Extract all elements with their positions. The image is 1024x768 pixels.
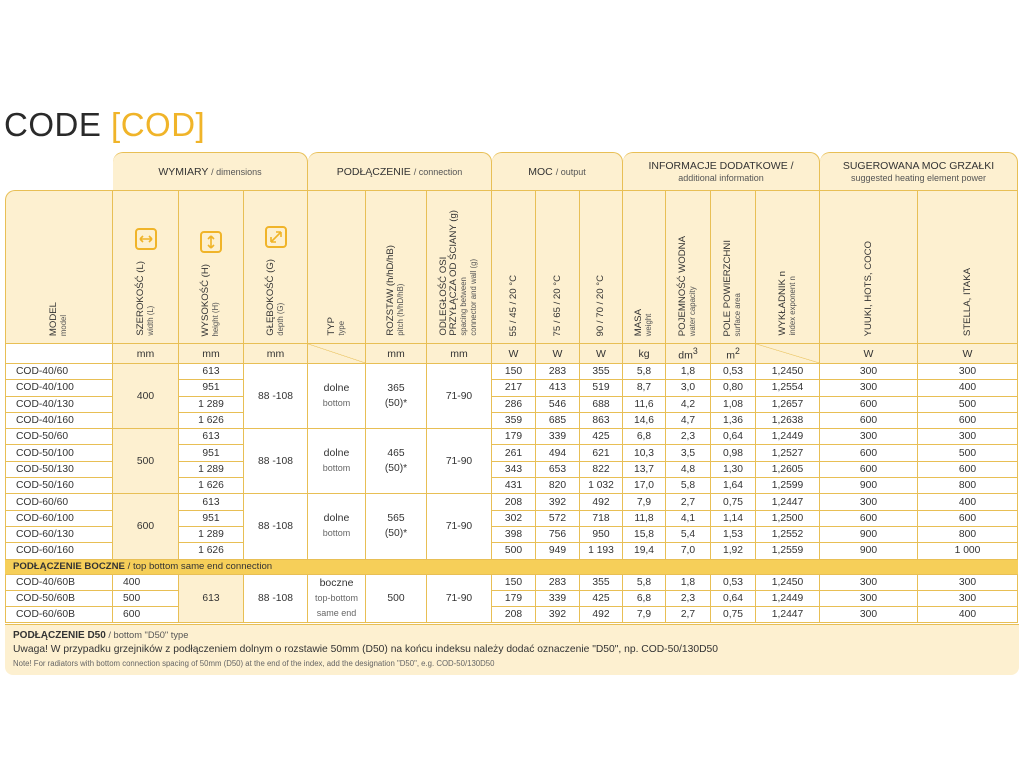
- value-cell: 800: [918, 527, 1018, 543]
- value-cell: 11,6: [623, 397, 666, 413]
- value-cell: 283: [536, 364, 580, 380]
- pitch-cell: 465 (50)*: [366, 429, 427, 494]
- value-cell: 572: [536, 511, 580, 527]
- value-cell: 494: [536, 445, 580, 461]
- value-cell: 400: [918, 607, 1018, 623]
- col-pitch: ROZSTAW (h/hD/hB) pitch (h/hD/hB): [366, 190, 427, 343]
- product-table: [5, 152, 1018, 623]
- value-cell: 4,7: [666, 413, 711, 429]
- value-cell: 1,64: [711, 478, 756, 494]
- value-cell: 900: [820, 478, 918, 494]
- value-cell: 653: [536, 462, 580, 478]
- model-cell: COD-40/160: [5, 413, 113, 429]
- height-cell: 951: [179, 445, 244, 461]
- value-cell: 343: [492, 462, 536, 478]
- table-row: [5, 575, 1018, 591]
- value-cell: 688: [580, 397, 623, 413]
- value-cell: 355: [580, 575, 623, 591]
- value-cell: 0,98: [711, 445, 756, 461]
- table-row: [5, 591, 1018, 607]
- value-cell: 339: [536, 591, 580, 607]
- value-cell: 1,8: [666, 364, 711, 380]
- width-cell: 500: [113, 591, 179, 607]
- col-spacing: ODLEGŁOŚĆ OSI PRZYŁĄCZA OD ŚCIANY (g) spacing between connector and wall (g): [427, 190, 492, 343]
- value-cell: 6,8: [623, 591, 666, 607]
- value-cell: 425: [580, 591, 623, 607]
- value-cell: 1,2638: [756, 413, 820, 429]
- group-additional: INFORMACJE DODATKOWE / additional information: [623, 152, 820, 190]
- value-cell: 3,0: [666, 380, 711, 396]
- value-cell: 8,7: [623, 380, 666, 396]
- spacing-cell: 71-90: [427, 575, 492, 624]
- value-cell: 5,8: [666, 478, 711, 494]
- value-cell: 1,8: [666, 575, 711, 591]
- value-cell: 0,75: [711, 494, 756, 510]
- d50-note: PODŁĄCZENIE D50 / bottom "D50" type Uwaga! W przypadku grzejników z podłączeniem dolnym o rozstawie 50mm (D50) na końcu indeksu należy dodać oznaczenie "D50", np. COD-50/130D50 Note! For radiators with bottom connection spacing of 50mm (D50) at the end of the index, add the designation "D50", e.g. COD-50/130D50: [5, 624, 1019, 675]
- model-cell: COD-40/60: [5, 364, 113, 380]
- value-cell: 1,14: [711, 511, 756, 527]
- value-cell: 900: [820, 543, 918, 559]
- value-cell: 208: [492, 494, 536, 510]
- value-cell: 1,2447: [756, 494, 820, 510]
- value-cell: 3,5: [666, 445, 711, 461]
- type-cell: boczne top-bottom same end: [308, 575, 366, 624]
- value-cell: 7,9: [623, 607, 666, 623]
- table-row: [5, 429, 1018, 445]
- value-cell: 1,2559: [756, 543, 820, 559]
- group-output: MOC / output: [492, 152, 623, 190]
- value-cell: 500: [918, 397, 1018, 413]
- side-connection-header: PODŁĄCZENIE BOCZNE / top bottom same end connection: [5, 560, 1018, 575]
- value-cell: 7,9: [623, 494, 666, 510]
- value-cell: 600: [820, 397, 918, 413]
- value-cell: 339: [536, 429, 580, 445]
- value-cell: 300: [918, 591, 1018, 607]
- value-cell: 600: [820, 462, 918, 478]
- model-cell: COD-50/100: [5, 445, 113, 461]
- value-cell: 19,4: [623, 543, 666, 559]
- horizontal-arrows-icon: [135, 228, 157, 250]
- value-cell: 756: [536, 527, 580, 543]
- value-cell: 0,64: [711, 591, 756, 607]
- value-cell: 1,53: [711, 527, 756, 543]
- value-cell: 300: [820, 364, 918, 380]
- col-exponent: WYKŁADNIK n index exponent n: [756, 190, 820, 343]
- value-cell: 1,36: [711, 413, 756, 429]
- height-cell: 1 289: [179, 527, 244, 543]
- value-cell: 13,7: [623, 462, 666, 478]
- value-cell: 300: [918, 575, 1018, 591]
- value-cell: 600: [820, 511, 918, 527]
- value-cell: 1,2554: [756, 380, 820, 396]
- value-cell: 261: [492, 445, 536, 461]
- type-cell: dolne bottom: [308, 364, 366, 429]
- value-cell: 14,6: [623, 413, 666, 429]
- value-cell: 2,3: [666, 591, 711, 607]
- value-cell: 1,2552: [756, 527, 820, 543]
- value-cell: 150: [492, 575, 536, 591]
- value-cell: 2,3: [666, 429, 711, 445]
- depth-cell: 88 -108: [244, 575, 308, 624]
- col-width: SZEROKOŚĆ (L) width (L): [113, 190, 179, 343]
- group-connection: PODŁĄCZENIE / connection: [308, 152, 492, 190]
- value-cell: 0,64: [711, 429, 756, 445]
- col-type: TYP type: [308, 190, 366, 343]
- model-cell: COD-60/160: [5, 543, 113, 559]
- value-cell: 1 193: [580, 543, 623, 559]
- value-cell: 600: [820, 445, 918, 461]
- value-cell: 7,0: [666, 543, 711, 559]
- value-cell: 546: [536, 397, 580, 413]
- value-cell: 217: [492, 380, 536, 396]
- value-cell: 718: [580, 511, 623, 527]
- col-heating-1: YUUKI, HOTS, COCO: [820, 190, 918, 343]
- width-cell: 600: [113, 607, 179, 623]
- value-cell: 425: [580, 429, 623, 445]
- value-cell: 900: [820, 527, 918, 543]
- model-cell: COD-40/60B: [5, 575, 113, 591]
- value-cell: 300: [820, 575, 918, 591]
- model-cell: COD-60/60: [5, 494, 113, 510]
- height-cell: 1 626: [179, 413, 244, 429]
- height-cell: 951: [179, 380, 244, 396]
- col-surface: POLE POWIERZCHNI surface area: [711, 190, 756, 343]
- height-cell: 951: [179, 511, 244, 527]
- width-cell: 400: [113, 575, 179, 591]
- value-cell: 5,8: [623, 364, 666, 380]
- col-model: MODEL model: [5, 190, 113, 343]
- value-cell: 600: [918, 462, 1018, 478]
- value-cell: 600: [918, 413, 1018, 429]
- value-cell: 300: [918, 364, 1018, 380]
- value-cell: 400: [918, 380, 1018, 396]
- value-cell: 949: [536, 543, 580, 559]
- value-cell: 1,2599: [756, 478, 820, 494]
- col-temp-55: 55 / 45 / 20 °C: [492, 190, 536, 343]
- type-cell: dolne bottom: [308, 494, 366, 559]
- value-cell: 179: [492, 591, 536, 607]
- col-capacity: POJEMNOŚĆ WODNA water capacity: [666, 190, 711, 343]
- value-cell: 1,2527: [756, 445, 820, 461]
- value-cell: 685: [536, 413, 580, 429]
- value-cell: 1,2447: [756, 607, 820, 623]
- value-cell: 1,08: [711, 397, 756, 413]
- value-cell: 5,4: [666, 527, 711, 543]
- model-cell: COD-50/60: [5, 429, 113, 445]
- model-cell: COD-50/60B: [5, 591, 113, 607]
- value-cell: 400: [918, 494, 1018, 510]
- value-cell: 179: [492, 429, 536, 445]
- table-row: [5, 364, 1018, 380]
- value-cell: 392: [536, 607, 580, 623]
- value-cell: 1 000: [918, 543, 1018, 559]
- value-cell: 600: [820, 413, 918, 429]
- value-cell: 5,8: [623, 575, 666, 591]
- height-cell: 1 289: [179, 397, 244, 413]
- height-cell: 1 289: [179, 462, 244, 478]
- model-cell: COD-40/130: [5, 397, 113, 413]
- height-cell: 613: [179, 494, 244, 510]
- value-cell: 2,7: [666, 494, 711, 510]
- value-cell: 519: [580, 380, 623, 396]
- pitch-cell: 500: [366, 575, 427, 624]
- value-cell: 822: [580, 462, 623, 478]
- value-cell: 492: [580, 494, 623, 510]
- value-cell: 0,80: [711, 380, 756, 396]
- value-cell: 300: [820, 607, 918, 623]
- value-cell: 302: [492, 511, 536, 527]
- width-cell: 500: [113, 429, 179, 494]
- value-cell: 1,2605: [756, 462, 820, 478]
- depth-cell: 88 -108: [244, 364, 308, 429]
- value-cell: 283: [536, 575, 580, 591]
- model-cell: COD-60/60B: [5, 607, 113, 623]
- col-depth: GŁĘBOKOŚĆ (G) depth (G): [244, 190, 308, 343]
- value-cell: 355: [580, 364, 623, 380]
- value-cell: 11,8: [623, 511, 666, 527]
- height-cell: 1 626: [179, 478, 244, 494]
- height-cell: 1 626: [179, 543, 244, 559]
- table-row: [5, 494, 1018, 510]
- value-cell: 15,8: [623, 527, 666, 543]
- group-dimensions: WYMIARY / dimensions: [113, 152, 308, 190]
- page-title: CODE [COD]: [4, 106, 206, 143]
- value-cell: 1,2450: [756, 575, 820, 591]
- value-cell: 431: [492, 478, 536, 494]
- value-cell: 150: [492, 364, 536, 380]
- depth-cell: 88 -108: [244, 429, 308, 494]
- value-cell: 300: [820, 494, 918, 510]
- col-temp-75: 75 / 65 / 20 °C: [536, 190, 580, 343]
- model-cell: COD-50/160: [5, 478, 113, 494]
- value-cell: 17,0: [623, 478, 666, 494]
- value-cell: 0,53: [711, 575, 756, 591]
- value-cell: 500: [492, 543, 536, 559]
- value-cell: 359: [492, 413, 536, 429]
- value-cell: 1,30: [711, 462, 756, 478]
- value-cell: 863: [580, 413, 623, 429]
- units-row: mm mm mm mm mm W W W kg $dm^3$ $m^2$ W W: [5, 343, 1018, 364]
- value-cell: 413: [536, 380, 580, 396]
- value-cell: 0,53: [711, 364, 756, 380]
- value-cell: 1,2449: [756, 591, 820, 607]
- value-cell: 286: [492, 397, 536, 413]
- group-heating: SUGEROWANA MOC GRZAŁKI suggested heating element power: [820, 152, 1018, 190]
- height-cell: 613: [179, 429, 244, 445]
- width-cell: 400: [113, 364, 179, 429]
- value-cell: 300: [918, 429, 1018, 445]
- type-cell: dolne bottom: [308, 429, 366, 494]
- value-cell: 950: [580, 527, 623, 543]
- pitch-cell: 365 (50)*: [366, 364, 427, 429]
- value-cell: 600: [918, 511, 1018, 527]
- col-height: WYSOKOŚĆ (H) height (H): [179, 190, 244, 343]
- model-cell: COD-60/100: [5, 511, 113, 527]
- value-cell: 1,2450: [756, 364, 820, 380]
- value-cell: 621: [580, 445, 623, 461]
- value-cell: 392: [536, 494, 580, 510]
- spacing-cell: 71-90: [427, 494, 492, 559]
- width-cell: 600: [113, 494, 179, 559]
- model-cell: COD-60/130: [5, 527, 113, 543]
- value-cell: 10,3: [623, 445, 666, 461]
- value-cell: 500: [918, 445, 1018, 461]
- value-cell: 820: [536, 478, 580, 494]
- diagonal-arrows-icon: [265, 226, 287, 248]
- value-cell: 800: [918, 478, 1018, 494]
- spacing-cell: 71-90: [427, 364, 492, 429]
- table-row: [5, 607, 1018, 623]
- value-cell: 300: [820, 380, 918, 396]
- value-cell: 300: [820, 591, 918, 607]
- col-heating-2: STELLA, ITAKA: [918, 190, 1018, 343]
- depth-cell: 88 -108: [244, 494, 308, 559]
- col-temp-90: 90 / 70 / 20 °C: [580, 190, 623, 343]
- col-mass: MASA weight: [623, 190, 666, 343]
- vertical-arrows-icon: [200, 231, 222, 253]
- value-cell: 2,7: [666, 607, 711, 623]
- value-cell: 1,92: [711, 543, 756, 559]
- value-cell: 4,1: [666, 511, 711, 527]
- model-cell: COD-50/130: [5, 462, 113, 478]
- value-cell: 1 032: [580, 478, 623, 494]
- value-cell: 492: [580, 607, 623, 623]
- value-cell: 1,2500: [756, 511, 820, 527]
- value-cell: 1,2657: [756, 397, 820, 413]
- spacing-cell: 71-90: [427, 429, 492, 494]
- value-cell: 0,75: [711, 607, 756, 623]
- pitch-cell: 565 (50)*: [366, 494, 427, 559]
- model-cell: COD-40/100: [5, 380, 113, 396]
- value-cell: 4,8: [666, 462, 711, 478]
- value-cell: 6,8: [623, 429, 666, 445]
- value-cell: 208: [492, 607, 536, 623]
- height-cell: 613: [179, 364, 244, 380]
- value-cell: 1,2449: [756, 429, 820, 445]
- height-cell: 613: [179, 575, 244, 624]
- value-cell: 300: [820, 429, 918, 445]
- value-cell: 398: [492, 527, 536, 543]
- value-cell: 4,2: [666, 397, 711, 413]
